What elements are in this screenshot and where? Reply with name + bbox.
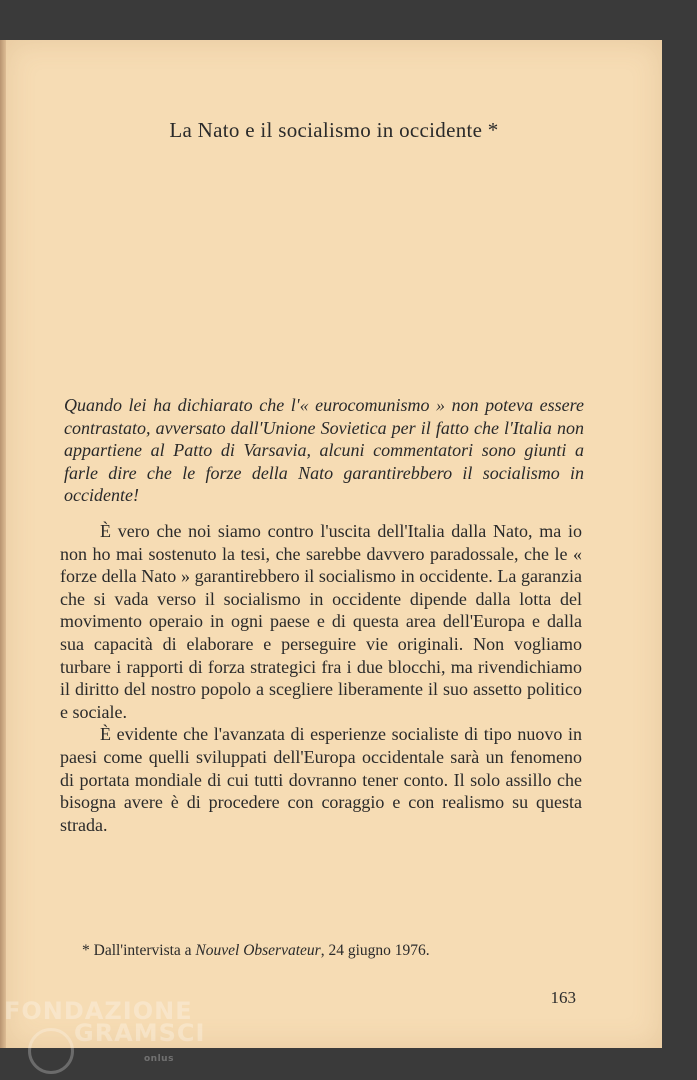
page-number: 163 [550,988,576,1007]
chapter-title: La Nato e il socialismo in occidente * [169,118,499,142]
paragraph-1: È vero che noi siamo contro l'uscita dell'Italia dalla Nato, ma io non ho mai sostenuto la tesi, che sarebbe davvero paradossale, che le « forze della Nato » garantirebbero il socialismo in occidente. La garanzia che si vada verso il socialismo in occidente dipende dalla lotta del movimento operaio in ogni paese e di questa area dell'Europa e dalla sua capacità di elaborare e perseguire vie originali. Non vogliamo turbare i rapporti di forza strategici fra i due blocchi, ma rivendichiamo il diritto del nostro popolo a scegliere liberamente il suo assetto politico e sociale. [60,521,582,722]
watermark-sub: onlus [144,1054,174,1064]
watermark-line-1: FONDAZIONE [4,997,193,1025]
footnote-prefix: * Dall'intervista a [82,942,196,959]
footnote-source: Nouvel Observateur [195,942,321,959]
watermark-line-2: GRAMSCI [74,1019,206,1047]
footnote-suffix: , 24 giugno 1976. [320,942,430,959]
intro-question: Quando lei ha dichiarato che l'« eurocomunismo » non poteva essere contrastato, avversato dall'Unione Sovietica per il fatto che l'Italia non appartiene al Patto di Varsavia, alcuni commentatori sono giunti a farle dire che le forze della Nato garantirebbero il socialismo in occidente! [64,395,584,505]
paragraph-2: È evidente che l'avanzata di esperienze socialiste di tipo nuovo in paesi come quelli sviluppati dell'Europa occidentale sarà un fenomeno di portata mondiale di cui tutti dovranno tener conto. Il solo assillo che bisogna avere è di procedere con coraggio e con realismo su questa strada. [60,724,582,835]
footnote [82,942,430,960]
body-text [60,520,582,836]
book-page [6,40,662,1048]
watermark [4,998,205,1072]
